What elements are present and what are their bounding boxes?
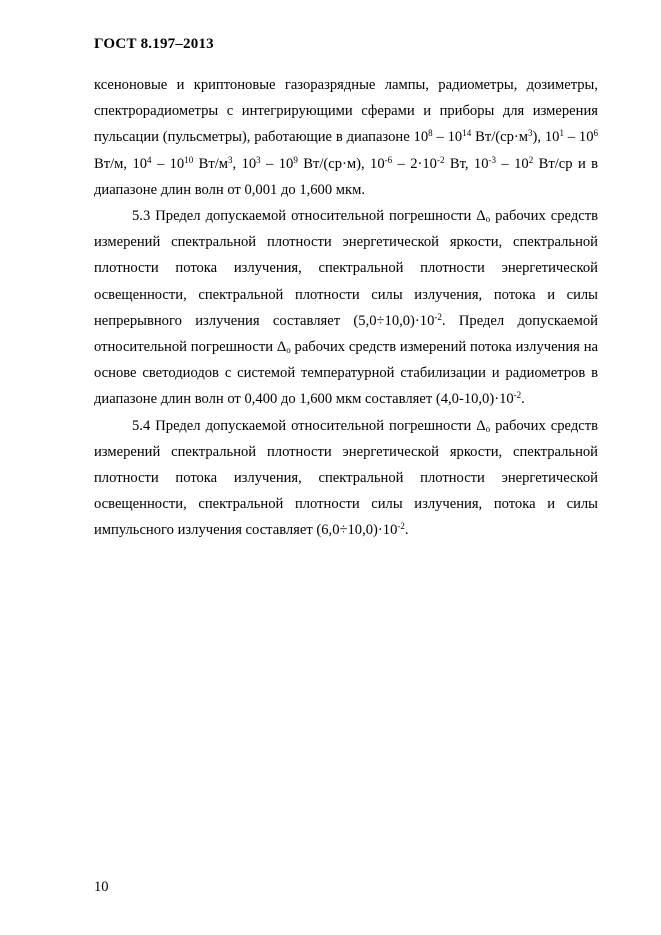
text-segment: Вт/(ср·м), 10 (297, 155, 385, 172)
exponent: 3 (527, 128, 533, 139)
exponent: -2 (436, 154, 445, 165)
text-segment: . (521, 391, 525, 408)
exponent: 9 (293, 154, 298, 165)
exponent: 8 (428, 128, 433, 139)
text-segment: рабочих средств измерений потока излучения на основе светодиодов с системой температурной стабилизации и радиометров в диапазоне длин волн от 0,400 до 1,600 мкм составляет (4,0-10,0)·10 (94, 339, 598, 408)
exponent: -3 (488, 154, 497, 165)
subscript: о (485, 214, 491, 225)
text-segment: рабочих средств измерений спектральной плотности энергетической яркости, спектральной плотности потока излучения, спектральной плотности энергетической освещенности, спектральной плотности силы излучения, потока и силы непрерывного излучения составляет (5,0÷10,0)·10 (94, 208, 598, 329)
exponent: 10 (184, 154, 194, 165)
exponent: 6 (593, 128, 599, 139)
text-segment: , 10 (232, 155, 257, 172)
exponent: -2 (513, 390, 522, 401)
section-5-3 (94, 203, 598, 413)
paragraph-intro (94, 72, 598, 203)
exponent: -2 (397, 521, 405, 532)
exponent: 14 (462, 128, 472, 139)
page-number: 10 (94, 879, 109, 895)
text-segment: – 10 (151, 155, 185, 172)
text-segment: – 10 (260, 155, 294, 172)
exponent: 2 (528, 154, 534, 165)
text-segment: Вт/ср и в диапазоне длин волн от 0,001 до 1,600 мкм. (94, 155, 599, 198)
text-segment: 5.3 Предел допускаемой относительной погрешности Δ (132, 208, 486, 225)
text-segment: . Предел допускаемой относительной погрешности Δ (94, 312, 598, 356)
section-5-4 (94, 413, 598, 544)
exponent: -2 (434, 311, 442, 322)
text-segment: – 2·10 (392, 155, 437, 172)
text-segment: – 10 (432, 129, 463, 146)
text-segment: Вт/м, 10 (94, 155, 148, 172)
text-segment: Вт/(ср·м (471, 129, 528, 146)
exponent: -6 (384, 154, 393, 165)
subscript: о (286, 345, 291, 356)
text-segment: ), 10 (532, 129, 560, 146)
document-body (94, 72, 598, 544)
exponent: 3 (256, 154, 261, 165)
text-segment: – 10 (563, 129, 594, 146)
subscript: о (485, 423, 491, 434)
text-segment: 5.4 Предел допускаемой относительной погрешности Δ (132, 417, 486, 434)
text-segment: Вт/м (193, 155, 229, 172)
text-segment: . (404, 522, 409, 539)
text-segment: Вт, 10 (444, 155, 489, 172)
text-segment: ксеноновые и криптоновые газоразрядные лампы, радиометры, дозиметры, спектрорадиометры с интегрирующими сферами и приборы для измерения пульсации (пульсметры), работающие в диапазоне 10 (94, 77, 598, 146)
document-header: ГОСТ 8.197–2013 (94, 36, 214, 52)
exponent: 1 (559, 128, 564, 139)
exponent: 4 (147, 154, 152, 165)
exponent: 3 (228, 154, 233, 165)
text-segment: рабочих средств измерений спектральной плотности энергетической яркости, спектральной плотности потока излучения, спектральной плотности энергетической освещенности, спектральной плотности силы излучения, потока и силы импульсного излучения составляет (6,0÷10,0)·10 (94, 417, 598, 539)
text-segment: – 10 (496, 155, 529, 172)
